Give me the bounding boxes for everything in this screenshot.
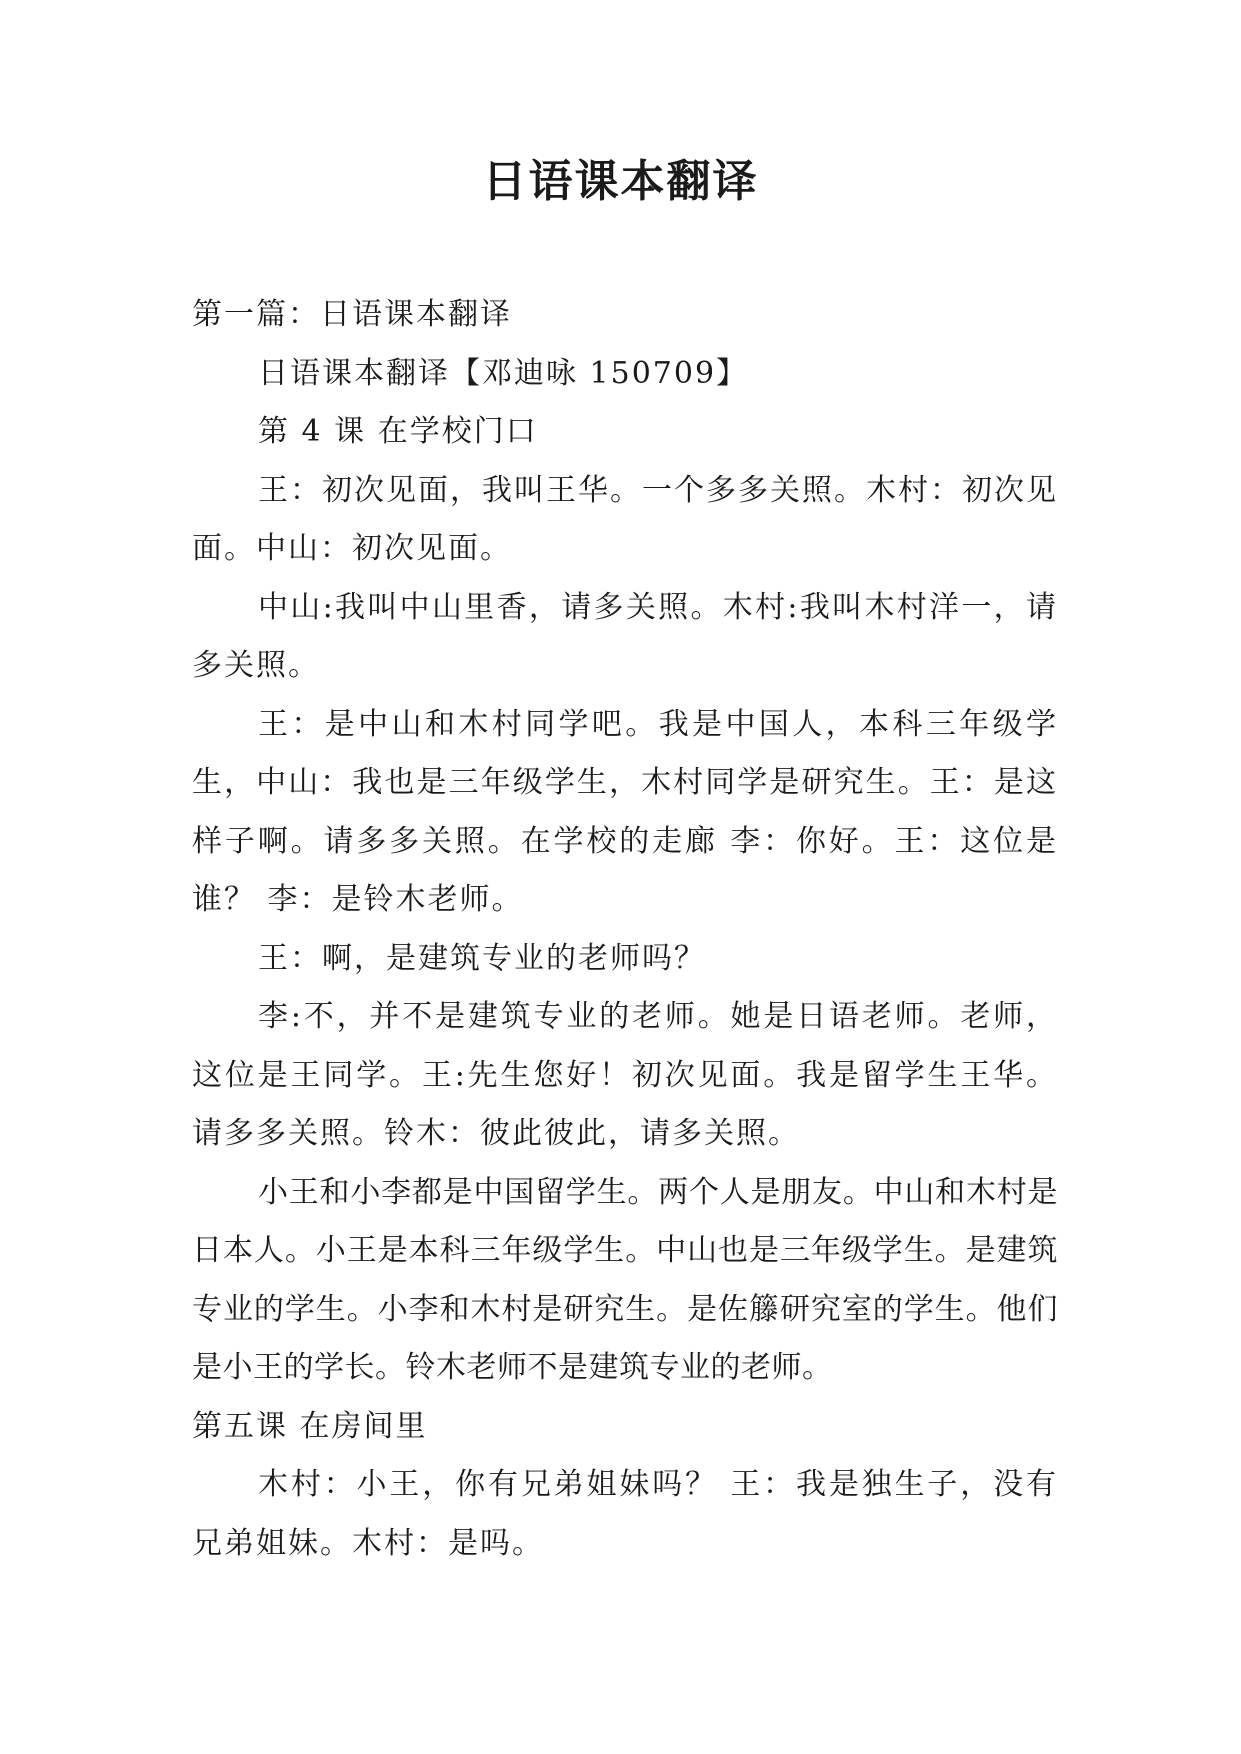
document-body: [192, 286, 1058, 1573]
paragraph-lesson-4-heading: 第 4 课 在学校门口: [258, 414, 538, 449]
paragraph-section-heading: 第一篇：日语课本翻译: [192, 297, 512, 332]
paragraph: 李:不，并不是建筑专业的老师。她是日语老师。老师，这位是王同学。王:先生您好！初次见面。我是留学生王华。请多多关照。铃木：彼此彼此，请多关照。: [192, 999, 1058, 1151]
paragraph-subtitle: 日语课本翻译【邓迪咏 150709】: [258, 355, 749, 391]
paragraph: 王：初次见面，我叫王华。一个多多关照。木村：初次见面。中山：初次见面。: [192, 472, 1058, 566]
paragraph: 王：啊，是建筑专业的老师吗？: [258, 940, 706, 976]
paragraph: 小王和小李都是中国留学生。两个人是朋友。中山和木村是日本人。小王是本科三年级学生。中山也是三年级学生。是建筑专业的学生。小李和木村是研究生。是佐籐研究室的学生。他们是小王的学长。铃木老师不是建筑专业的老师。: [192, 1174, 1058, 1385]
paragraph: 王：是中山和木村同学吧。我是中国人，本科三年级学生，中山：我也是三年级学生，木村同学是研究生。王：是这样子啊。请多多关照。在学校的走廊 李：你好。王：这位是谁？ 李：是铃木老师。: [192, 706, 1058, 917]
paragraph: 中山:我叫中山里香，请多关照。木村:我叫木村洋一，请多关照。: [192, 589, 1058, 683]
document-title: 日语课本翻译: [482, 156, 759, 207]
paragraph-lesson-5-heading: 第五课 在房间里: [192, 1408, 428, 1444]
paragraph: 木村：小王，你有兄弟姐妹吗？ 王：我是独生子，没有兄弟姐妹。木村：是吗。: [192, 1467, 1058, 1561]
